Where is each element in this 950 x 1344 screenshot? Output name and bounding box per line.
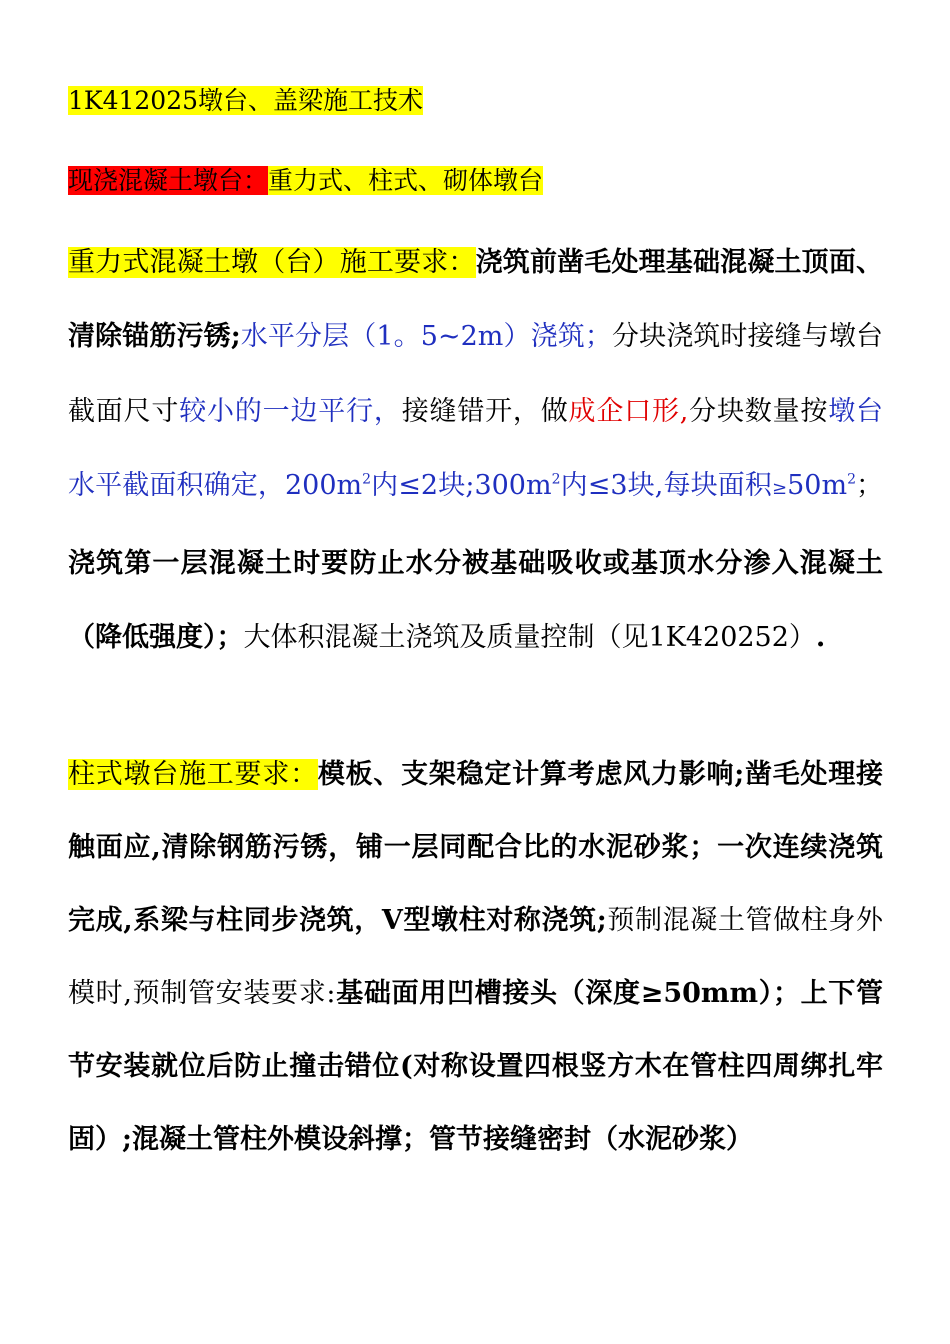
area-superscript-3: 2 — [847, 471, 856, 488]
gravity-text-1: 浇筑前凿毛处理基础混凝土顶面、清除锚筋污锈; — [68, 247, 884, 353]
area-superscript-1: 2 — [362, 471, 372, 488]
gravity-text-2: 水平分层（1。5~2m）浇筑； — [240, 321, 612, 353]
gravity-text-3: 分块浇筑时接缝与墩台截面尺寸 — [68, 321, 884, 427]
column-pier-paragraph — [68, 738, 883, 1176]
section-types: 重力式、柱式、砌体墩台 — [268, 166, 544, 195]
column-text-2: 预制混凝土管做柱身外模时,预制管安装要求: — [68, 905, 883, 1009]
gravity-text-13: ； — [855, 470, 883, 502]
gravity-text-6: 成企口形, — [568, 395, 689, 427]
gravity-text-5: 接缝错开，做 — [401, 395, 569, 427]
section-label: 现浇混凝土墩台： — [68, 166, 269, 195]
gravity-text-7: 分块数量按 — [688, 395, 829, 427]
gravity-text-9: 内≤2块;300m — [371, 470, 552, 502]
gravity-text-12: 50m — [787, 470, 848, 502]
column-text-3: 基础面用凹槽接头（深度≥50mm）；上下管节安装就位后防止撞击错位(对称设置四根竖方木在管柱四周绑扎牢固）;混凝土管柱外模设斜撑；管节接缝密封（水泥砂浆） — [68, 978, 883, 1155]
gravity-text-4: 较小的一边平行， — [179, 395, 402, 427]
title-highlight: 1K412025墩台、盖梁施工技术 — [68, 86, 424, 115]
gravity-text-14: 浇筑第一层混凝土时要防止水分被基础吸收或基顶水分渗入混凝土（降低强度）； — [68, 547, 883, 654]
gravity-text-15: 大体积混凝土浇筑及质量控制（见1K420252） — [243, 622, 816, 654]
gravity-text-10: 内≤3块,每块面积 — [560, 470, 772, 502]
gravity-requirements-label: 重力式混凝土墩（台）施工要求： — [68, 247, 476, 278]
gravity-pier-paragraph — [68, 226, 883, 675]
area-superscript-2: 2 — [551, 471, 561, 488]
gravity-text-16: . — [815, 622, 826, 654]
gravity-text-8: 墩台水平截面积确定，200m — [68, 395, 884, 502]
column-text-1: 模板、支架稳定计算考虑风力影响;凿毛处理接触面应,清除钢筋污锈，铺一层同配合比的水泥砂浆；一次连续浇筑完成,系梁与柱同步浇筑，V型墩柱对称浇筑; — [68, 759, 884, 936]
column-requirements-label: 柱式墩台施工要求： — [68, 759, 318, 790]
section-heading — [68, 164, 543, 198]
gravity-text-11: ≥ — [772, 478, 788, 500]
document-title — [68, 84, 423, 118]
